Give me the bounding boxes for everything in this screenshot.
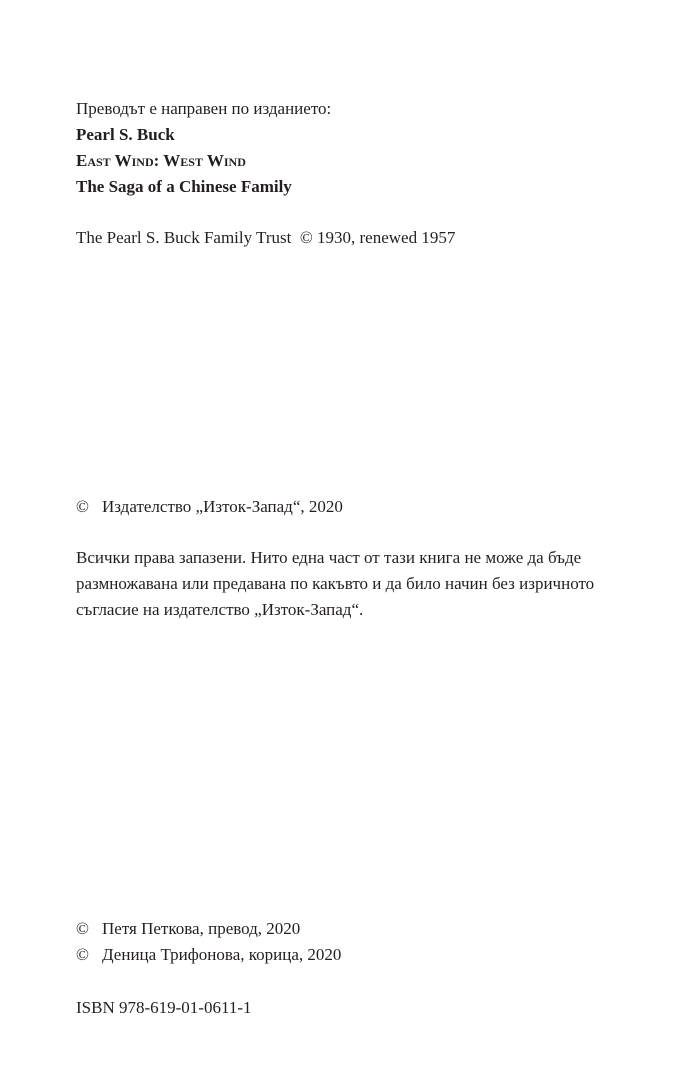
credit-row-translation [76, 916, 636, 942]
isbn: ISBN 978-619-01-0611-1 [76, 998, 252, 1017]
original-title: East Wind: West Wind [76, 151, 246, 170]
copyright-symbol: © [76, 497, 89, 516]
rights-statement [76, 545, 621, 623]
copyright-symbol: © [76, 919, 89, 938]
translator-credit: Петя Петкова, превод, 2020 [102, 919, 301, 938]
original-subtitle: The Saga of a Chinese Family [76, 177, 292, 196]
original-copyright [76, 225, 636, 251]
original-author: Pearl S. Buck [76, 125, 175, 144]
cover-credit: Деница Трифонова, корица, 2020 [102, 945, 342, 964]
original-copyright-text: The Pearl S. Buck Family Trust © 1930, renewed 1957 [76, 228, 456, 247]
publisher-copyright [76, 494, 636, 520]
credit-row-cover [76, 942, 636, 968]
copyright-symbol: © [76, 945, 89, 964]
source-edition-block [76, 96, 636, 200]
credits-block [76, 916, 636, 968]
publisher-copyright-text: Издателство „Изток-Запад“, 2020 [102, 497, 343, 516]
isbn-block [76, 995, 636, 1021]
translation-source-intro: Преводът е направен по изданието: [76, 99, 332, 118]
rights-statement-text: Всички права запазени. Нито една част от тази книга не може да бъде размножавана или предавана по какъвто и да било начин без изричното съгласие на издателство „Изток-Запад“. [76, 548, 595, 619]
